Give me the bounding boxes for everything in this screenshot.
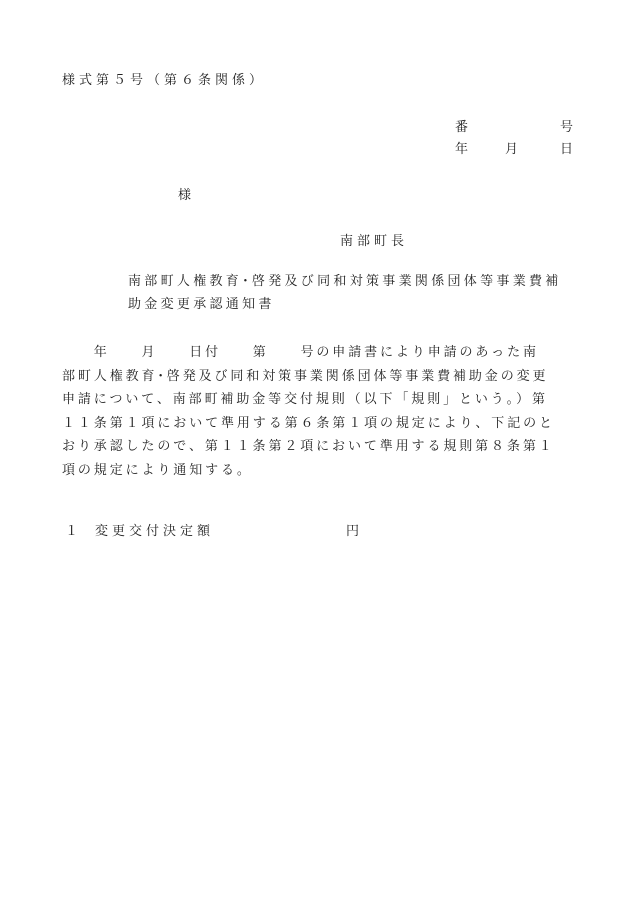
body-line: １１条第１項において準用する第６条第１項の規定により、下記のと xyxy=(62,415,555,431)
document-title xyxy=(128,270,578,316)
month-label: 月 xyxy=(505,142,523,157)
body-line: 年 月 日付 第 号の申請書により申請のあった南 xyxy=(62,345,539,360)
item-label: 変更交付決定額 xyxy=(95,524,215,539)
day-label: 日 xyxy=(559,142,577,157)
body-line: 項の規定により通知する。 xyxy=(62,462,253,478)
body-line: 部町人権教育･啓発及び同和対策事業関係団体等事業費補助金の変更 xyxy=(62,368,549,384)
number-suffix: 号 xyxy=(559,120,577,135)
title-line: 南部町人権教育･啓発及び同和対策事業関係団体等事業費補 xyxy=(128,274,562,289)
recipient-honorific: 様 xyxy=(178,188,196,203)
item-change-grant-amount xyxy=(65,520,364,539)
form-number: 様式第５号（第６条関係） xyxy=(62,73,267,88)
title-line: 助金変更承認通知書 xyxy=(128,297,275,312)
reference-date-row xyxy=(455,138,577,157)
item-number: １ xyxy=(65,524,83,539)
year-label: 年 xyxy=(455,142,473,157)
item-amount-unit: 円 xyxy=(346,524,364,539)
sender-name: 南部町長 xyxy=(340,234,409,249)
body-line: 申請について、南部町補助金等交付規則（以下「規則」という。）第 xyxy=(62,392,548,407)
body-paragraph xyxy=(62,341,577,482)
reference-number-row xyxy=(455,116,577,135)
number-label: 番 xyxy=(455,120,473,135)
body-line: おり承認したので、第１１条第２項において準用する規則第８条第１ xyxy=(62,439,555,454)
